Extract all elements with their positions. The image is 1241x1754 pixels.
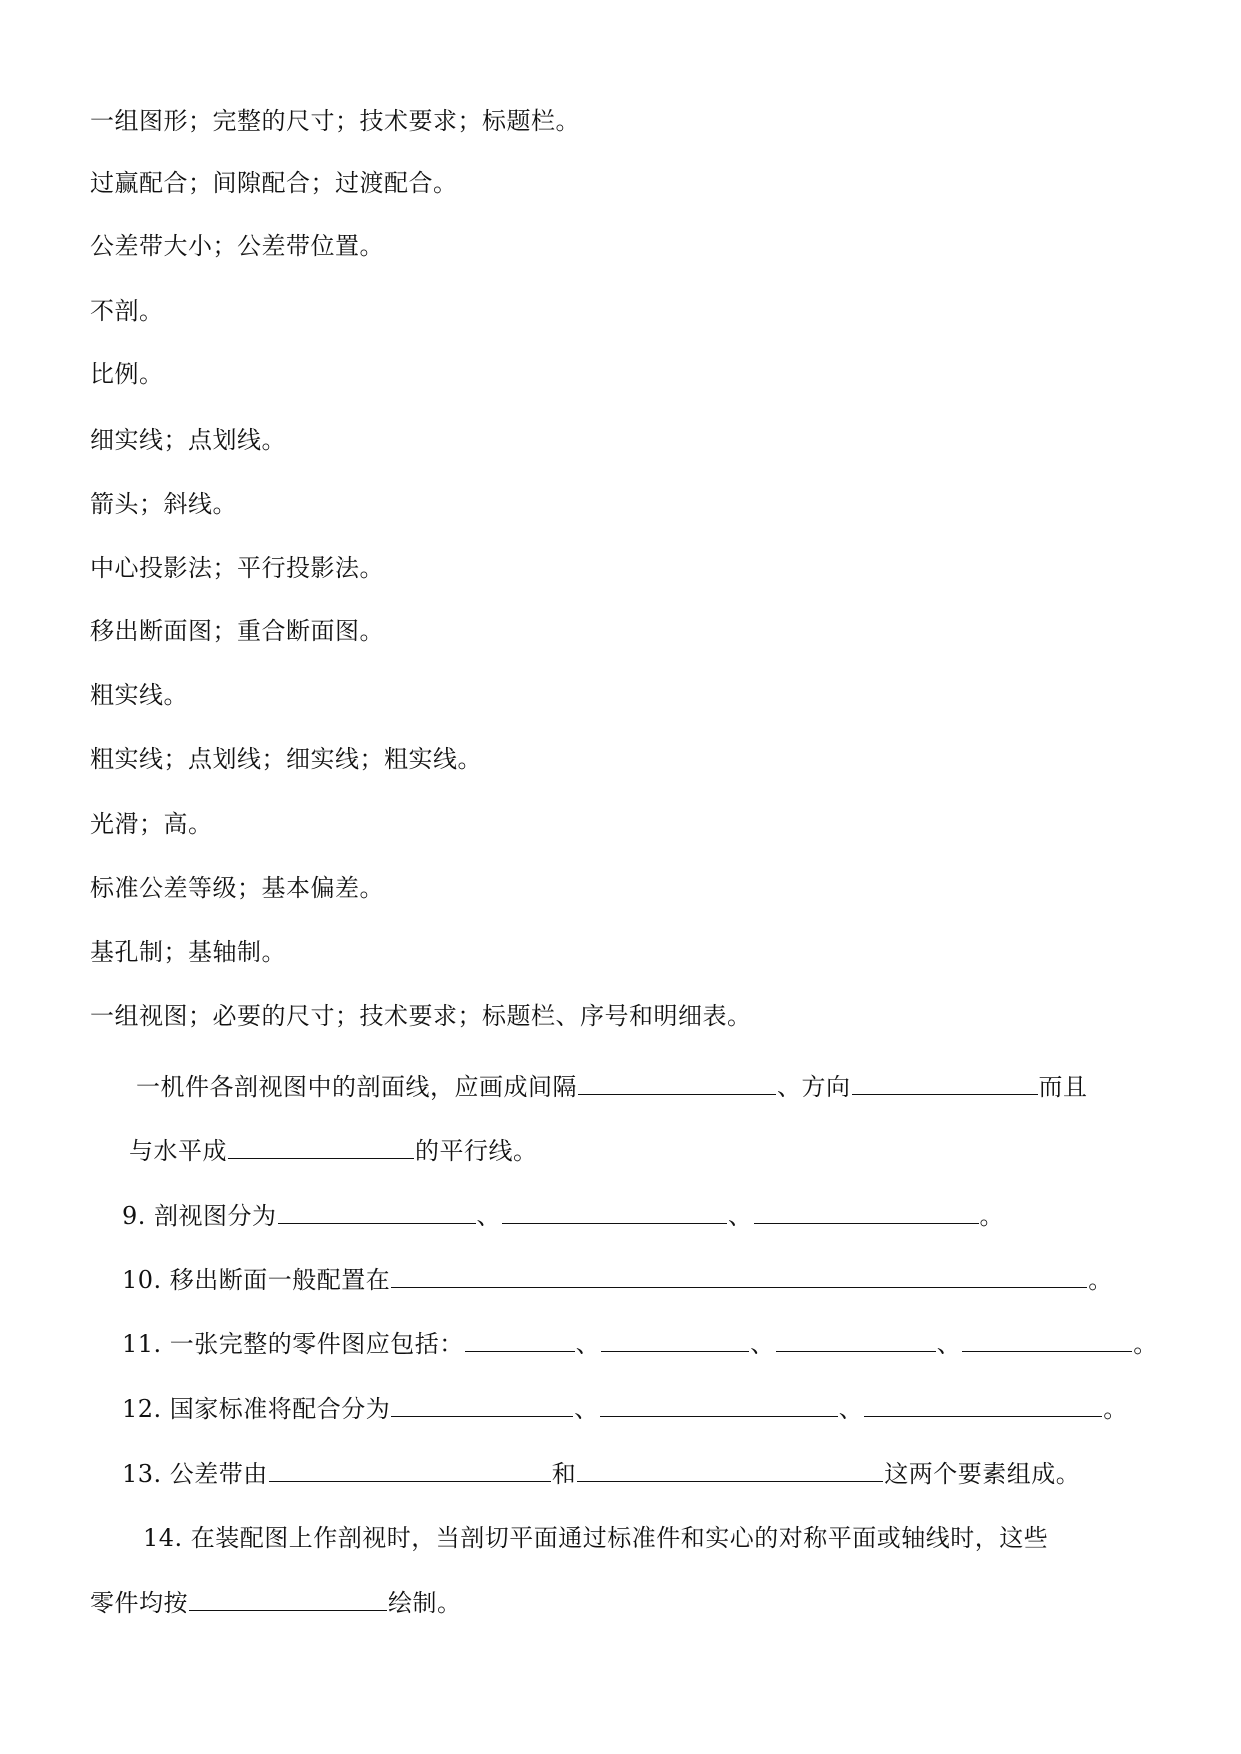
separator: 、	[838, 1395, 864, 1423]
blank-field[interactable]	[577, 1457, 883, 1482]
blank-field[interactable]	[578, 1070, 776, 1095]
answer-line-8: 中心投影法；平行投影法。	[90, 554, 384, 582]
question-13	[122, 1457, 1080, 1491]
period: 。	[1103, 1395, 1128, 1423]
answer-line-3: 公差带大小；公差带位置。	[90, 232, 384, 260]
blank-field[interactable]	[391, 1392, 573, 1417]
question-9-text: 9. 剖视图分为	[122, 1202, 277, 1230]
answer-line-7: 箭头；斜线。	[90, 490, 237, 518]
question-14-text: 零件均按	[90, 1589, 188, 1617]
separator: 、	[936, 1330, 962, 1358]
period: 。	[1088, 1266, 1113, 1294]
answer-line-10: 粗实线。	[90, 681, 188, 709]
question-8-line-1	[136, 1070, 1088, 1104]
separator: 、	[574, 1395, 599, 1423]
blank-field[interactable]	[228, 1134, 414, 1159]
question-13-text: 13. 公差带由	[122, 1460, 268, 1488]
question-8-text: 而且	[1038, 1073, 1088, 1101]
question-12-text: 12. 国家标准将配合分为	[122, 1395, 391, 1423]
answer-line-4: 不剖。	[90, 297, 164, 325]
question-8-text: 与水平成	[129, 1137, 227, 1165]
question-14-line-1: 14. 在装配图上作剖视时，当剖切平面通过标准件和实心的对称平面或轴线时，这些	[143, 1524, 1049, 1552]
question-12	[122, 1392, 1128, 1426]
answer-line-2: 过赢配合；间隙配合；过渡配合。	[90, 169, 458, 197]
answer-line-6: 细实线；点划线。	[90, 426, 286, 454]
blank-field[interactable]	[465, 1327, 575, 1352]
answer-line-12: 光滑；高。	[90, 810, 213, 838]
blank-field[interactable]	[189, 1586, 387, 1611]
blank-field[interactable]	[391, 1263, 1087, 1288]
question-13-text: 这两个要素组成。	[884, 1460, 1081, 1488]
question-8-line-2	[129, 1134, 538, 1168]
separator: 、	[575, 1330, 601, 1358]
answer-line-13: 标准公差等级；基本偏差。	[90, 874, 384, 902]
answer-line-15: 一组视图；必要的尺寸；技术要求；标题栏、序号和明细表。	[90, 1002, 752, 1030]
period: 。	[979, 1202, 1005, 1230]
answer-line-9: 移出断面图；重合断面图。	[90, 617, 384, 645]
question-14-line-2	[90, 1586, 462, 1620]
question-9	[122, 1199, 1004, 1233]
question-8-text: 、方向	[777, 1073, 851, 1101]
question-8-text: 一机件各剖视图中的剖面线，应画成间隔	[136, 1073, 577, 1101]
period: 。	[1133, 1330, 1158, 1358]
question-10	[122, 1263, 1113, 1297]
blank-field[interactable]	[600, 1392, 838, 1417]
answer-line-1: 一组图形；完整的尺寸；技术要求；标题栏。	[90, 107, 580, 135]
blank-field[interactable]	[864, 1392, 1102, 1417]
answer-line-11: 粗实线；点划线；细实线；粗实线。	[90, 745, 482, 773]
blank-field[interactable]	[502, 1199, 727, 1224]
question-14-text: 绘制。	[388, 1589, 462, 1617]
question-11	[122, 1327, 1158, 1361]
blank-field[interactable]	[269, 1457, 551, 1482]
question-11-text: 11. 一张完整的零件图应包括：	[122, 1330, 464, 1358]
blank-field[interactable]	[278, 1199, 476, 1224]
blank-field[interactable]	[852, 1070, 1038, 1095]
answer-line-14: 基孔制；基轴制。	[90, 938, 286, 966]
blank-field[interactable]	[962, 1327, 1132, 1352]
conjunction: 和	[551, 1460, 577, 1488]
question-10-text: 10. 移出断面一般配置在	[122, 1266, 391, 1294]
blank-field[interactable]	[776, 1327, 936, 1352]
blank-field[interactable]	[754, 1199, 979, 1224]
separator: 、	[476, 1202, 502, 1230]
separator: 、	[750, 1330, 775, 1358]
answer-line-5: 比例。	[90, 360, 164, 388]
blank-field[interactable]	[601, 1327, 749, 1352]
question-8-text: 的平行线。	[415, 1137, 538, 1165]
separator: 、	[728, 1202, 753, 1230]
